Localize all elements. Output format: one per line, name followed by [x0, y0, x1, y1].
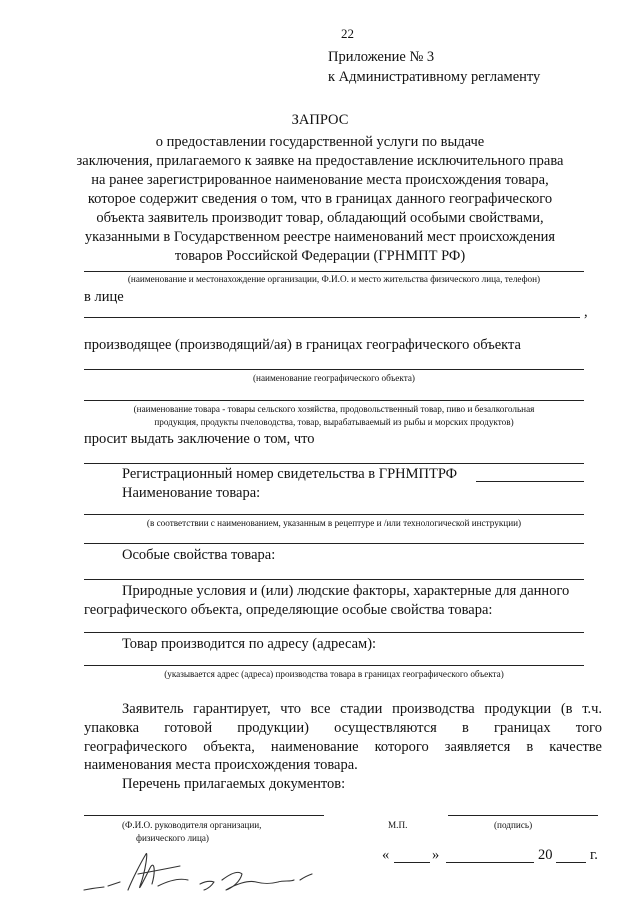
geo-object-hint: (наименование географического объекта)	[252, 373, 415, 383]
date-month-field-line[interactable]	[446, 862, 534, 863]
guarantee-line-3: географического объекта, наименование которого заявляется в качестве	[84, 739, 602, 755]
goods-name-label: Наименование товара:	[122, 485, 261, 501]
documents-list-label: Перечень прилагаемых документов:	[122, 776, 346, 792]
geo-object-field-line[interactable]	[84, 369, 584, 370]
address-field-line[interactable]	[84, 665, 584, 666]
special-props-label: Особые свойства товара:	[122, 547, 276, 563]
date-year-field-line[interactable]	[556, 862, 586, 863]
request-field-line[interactable]	[84, 463, 584, 464]
head-name-field-line[interactable]	[84, 815, 324, 816]
appendix-line-1: Приложение № 3	[328, 49, 435, 65]
subtitle-line-6: указанными в Государственном реестре наименований мест происхождения	[84, 229, 556, 245]
subtitle-line-3: на ранее зарегистрированное наименование места происхождения товара,	[91, 172, 549, 188]
reg-number-label: Регистрационный номер свидетельства в ГРНМПТРФ	[122, 466, 458, 482]
signature-hint: (подпись)	[494, 820, 533, 830]
recipe-hint: (в соответствии с наименованием, указанным в рецептуре и /или технологической инструкции)	[146, 518, 522, 528]
in-person-field-line[interactable]	[84, 317, 580, 318]
subtitle-line-7: товаров Российской Федерации (ГРНМПТ РФ)	[174, 248, 466, 264]
natural-factors-field-line[interactable]	[84, 632, 584, 633]
goods-field-line[interactable]	[84, 400, 584, 401]
date-day-field-line[interactable]	[394, 862, 430, 863]
in-person-comma: ,	[584, 304, 588, 320]
document-title: ЗАПРОС	[291, 112, 349, 128]
stamp-label: М.П.	[388, 820, 408, 830]
org-field-hint: (наименование и местонахождение организации, Ф.И.О. и место жительства физического лица, телефон)	[127, 274, 541, 284]
appendix-line-2: к Административному регламенту	[328, 69, 541, 85]
subtitle-line-4: которое содержит сведения о том, что в границах данного географического	[87, 191, 553, 207]
reg-number-field-line[interactable]	[476, 481, 584, 482]
goods-extra-field-line[interactable]	[84, 543, 584, 544]
in-person-label: в лице	[84, 289, 124, 305]
org-field-line[interactable]	[84, 271, 584, 272]
handwritten-signature	[80, 840, 340, 902]
natural-factors-line-2: географического объекта, определяющие особые свойства товара:	[84, 602, 493, 618]
page-number: 22	[341, 26, 354, 41]
natural-factors-line-1: Природные условия и (или) людские факторы, характерные для данного	[122, 583, 570, 599]
address-hint: (указывается адрес (адреса) производства товара в границах географического объекта)	[164, 669, 504, 679]
producing-label: производящее (производящий/ая) в границах географического объекта	[84, 337, 521, 353]
address-label: Товар производится по адресу (адресам):	[122, 636, 377, 652]
head-name-hint-2: физического лица)	[136, 833, 209, 843]
date-year-suffix: г.	[590, 847, 598, 863]
goods-hint-line-2: продукция, продукты пчеловодства, товар, вырабатываемый из рыбы и морских продуктов)	[154, 417, 514, 427]
guarantee-line-2: упаковка готовой продукции) осуществляются в границах того	[84, 720, 602, 736]
subtitle-line-5: объекта заявитель производит товар, обладающий особыми свойствами,	[96, 210, 544, 226]
goods-hint-line-1: (наименование товара - товары сельского хозяйства, продовольственный товар, пиво и безалкогольная	[133, 404, 535, 414]
subtitle-line-1: о предоставлении государственной услуги по выдаче	[155, 134, 485, 150]
date-open-quote: «	[382, 847, 390, 863]
goods-name-field-line[interactable]	[84, 514, 584, 515]
date-year-prefix: 20	[538, 847, 553, 863]
special-props-field-line[interactable]	[84, 579, 584, 580]
subtitle-line-2: заключения, прилагаемого к заявке на предоставление исключительного права	[76, 153, 564, 169]
request-label: просит выдать заключение о том, что	[84, 431, 315, 447]
guarantee-line-4: наименования места происхождения товара.	[84, 757, 358, 773]
guarantee-line-1: Заявитель гарантирует, что все стадии производства продукции (в т.ч.	[122, 701, 602, 717]
head-name-hint-1: (Ф.И.О. руководителя организации,	[122, 820, 262, 830]
signature-field-line[interactable]	[448, 815, 598, 816]
date-close-quote: »	[432, 847, 440, 863]
